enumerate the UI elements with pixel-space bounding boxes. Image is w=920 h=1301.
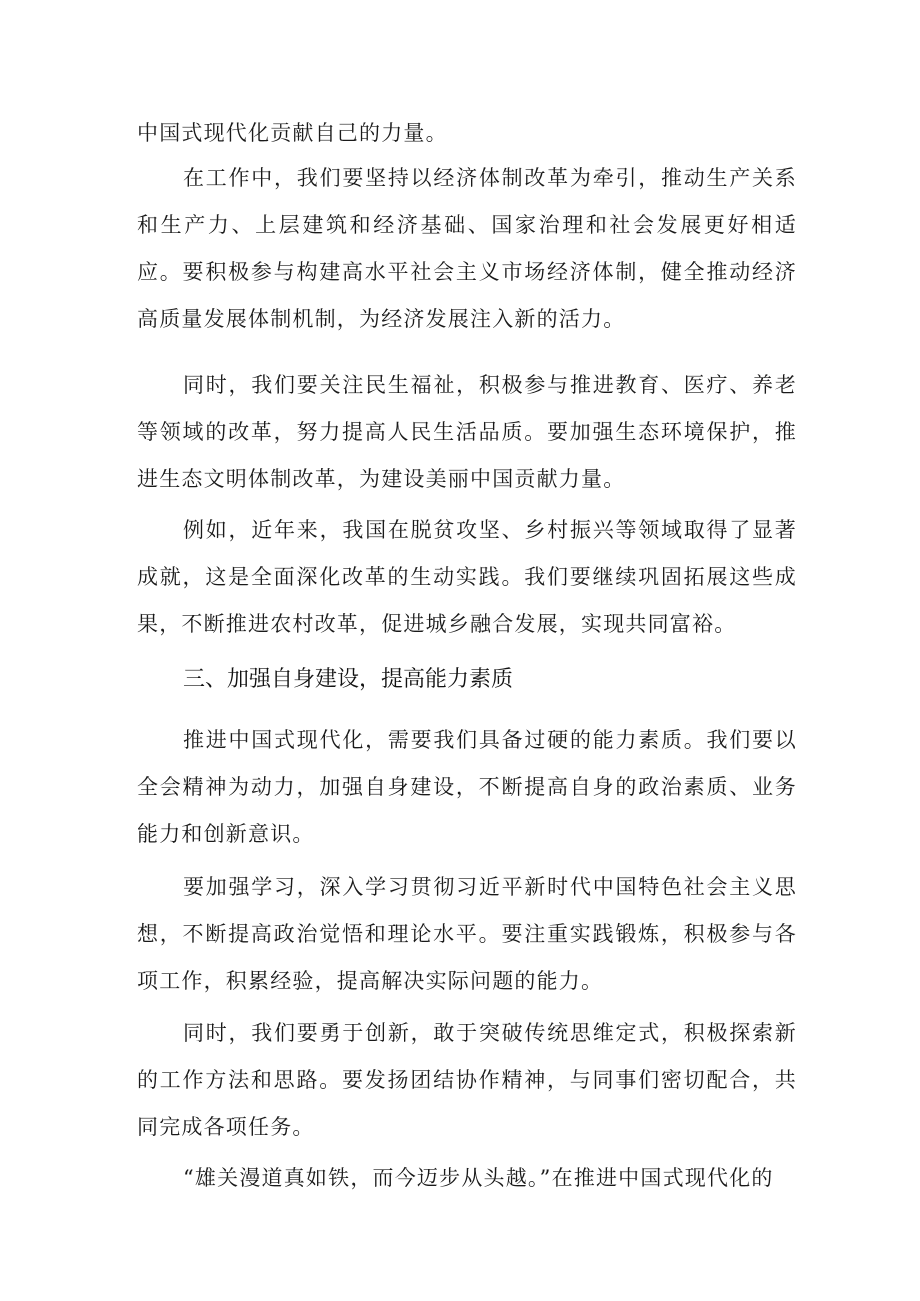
paragraph-innovation: 同时，我们要勇于创新，敢于突破传统思维定式，积极探索新的工作方法和思路。要发扬团结协作精神，与同事们密切配合，共同完成各项任务。 (137, 1021, 797, 1139)
paragraph-livelihood: 同时，我们要关注民生福祉，积极参与推进教育、医疗、养老等领域的改革，努力提高人民生活品质。要加强生态环境保护，推进生态文明体制改革，为建设美丽中国贡献力量。 (137, 373, 797, 491)
paragraph-ability: 推进中国式现代化，需要我们具备过硬的能力素质。我们要以全会精神为动力，加强自身建设，不断提高自身的政治素质、业务能力和创新意识。 (137, 728, 797, 846)
paragraph-quote: “雄关漫道真如铁，而今迈步从头越。”在推进中国式现代化的 (183, 1166, 774, 1190)
paragraph-example: 例如，近年来，我国在脱贫攻坚、乡村振兴等领域取得了显著成就，这是全面深化改革的生动实践。我们要继续巩固拓展这些成果，不断推进农村改革，促进城乡融合发展，实现共同富裕。 (137, 518, 797, 636)
paragraph-learning: 要加强学习，深入学习贯彻习近平新时代中国特色社会主义思想，不断提高政治觉悟和理论水平。要注重实践锻炼，积极参与各项工作，积累经验，提高解决实际问题的能力。 (137, 875, 797, 993)
paragraph-economic-reform: 在工作中，我们要坚持以经济体制改革为牵引，推动生产关系和生产力、上层建筑和经济基础、国家治理和社会发展更好相适应。要积极参与构建高水平社会主义市场经济体制，健全推动经济高质量发展体制机制，为经济发展注入新的活力。 (137, 166, 797, 331)
section-heading: 三、加强自身建设，提高能力素质 (183, 667, 514, 692)
paragraph-continuation: 中国式现代化贡献自己的力量。 (137, 121, 448, 145)
